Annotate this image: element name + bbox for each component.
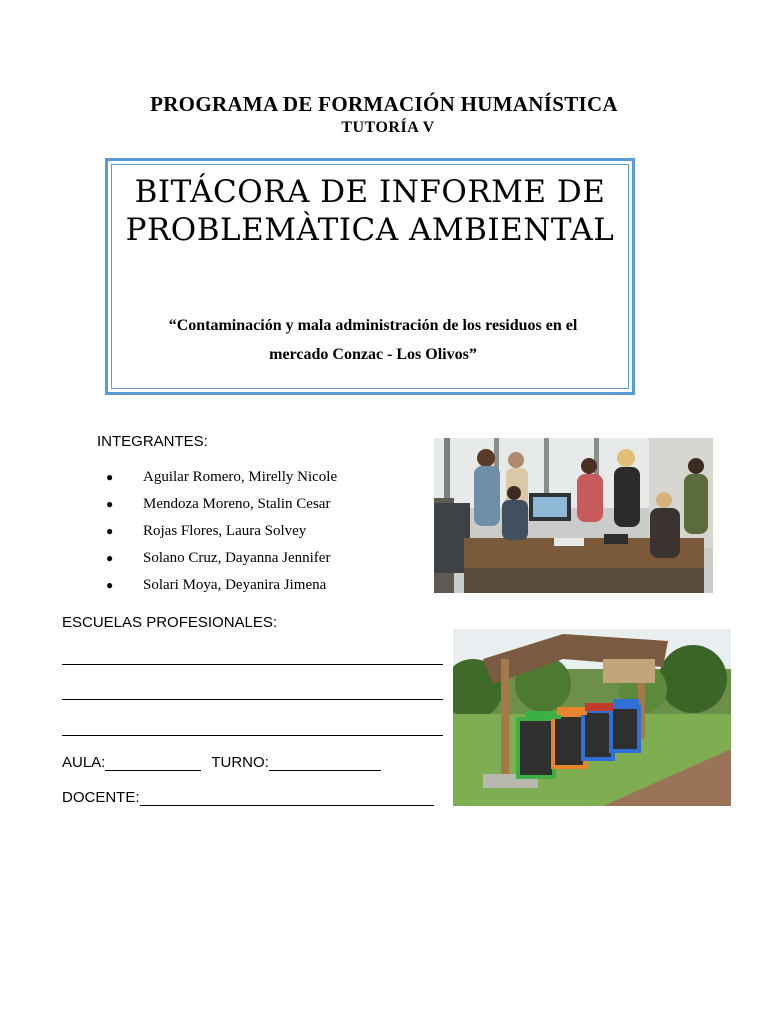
turno-label: TURNO: [211, 754, 269, 771]
docente-label: DOCENTE: [62, 789, 140, 806]
tutoria-subtitle: TUTORÍA V [341, 119, 435, 136]
report-subtitle-line-1: “Contaminación y mala administración de los residuos en el [168, 317, 578, 334]
member-item [106, 518, 337, 545]
report-title-line-1: BITÁCORA DE INFORME DE [134, 174, 606, 210]
integrantes-label: INTEGRANTES: [97, 433, 208, 450]
member-list [106, 464, 337, 599]
report-title-box [105, 158, 635, 395]
aula-turno-row [62, 754, 381, 771]
aula-label: AULA: [62, 754, 106, 771]
docente-field[interactable] [140, 791, 434, 806]
aula-field[interactable] [105, 756, 201, 771]
bullet-icon: ● [106, 551, 114, 565]
team-photo [434, 438, 713, 593]
turno-field[interactable] [269, 756, 381, 771]
escuelas-line-2[interactable] [62, 699, 443, 700]
member-item [106, 464, 337, 491]
docente-row [62, 789, 434, 806]
bullet-icon: ● [106, 524, 114, 538]
bullet-icon: ● [106, 497, 114, 511]
team-photo-icon [434, 438, 713, 593]
report-title-line-2: PROBLEMÀTICA AMBIENTAL [125, 212, 615, 248]
member-name: Rojas Flores, Laura Solvey [143, 523, 307, 539]
report-subtitle-line-2: mercado Conzac - Los Olivos” [269, 346, 477, 363]
member-name: Mendoza Moreno, Stalin Cesar [143, 496, 331, 512]
member-item [106, 491, 337, 518]
escuelas-line-3[interactable] [62, 735, 443, 736]
member-item [106, 545, 337, 572]
report-title [108, 173, 632, 249]
bullet-icon: ● [106, 470, 114, 484]
escuelas-line-1[interactable] [62, 664, 443, 665]
report-subtitle [128, 311, 618, 369]
member-item [106, 572, 337, 599]
recycling-bins-photo-icon [453, 629, 731, 806]
recycling-bins-photo [453, 629, 731, 806]
program-title: PROGRAMA DE FORMACIÓN HUMANÍSTICA [150, 92, 618, 116]
member-name: Aguilar Romero, Mirelly Nicole [143, 469, 338, 485]
member-name: Solano Cruz, Dayanna Jennifer [143, 550, 331, 566]
escuelas-label: ESCUELAS PROFESIONALES: [62, 614, 278, 631]
bullet-icon: ● [106, 578, 114, 592]
member-name: Solari Moya, Deyanira Jimena [143, 577, 327, 593]
